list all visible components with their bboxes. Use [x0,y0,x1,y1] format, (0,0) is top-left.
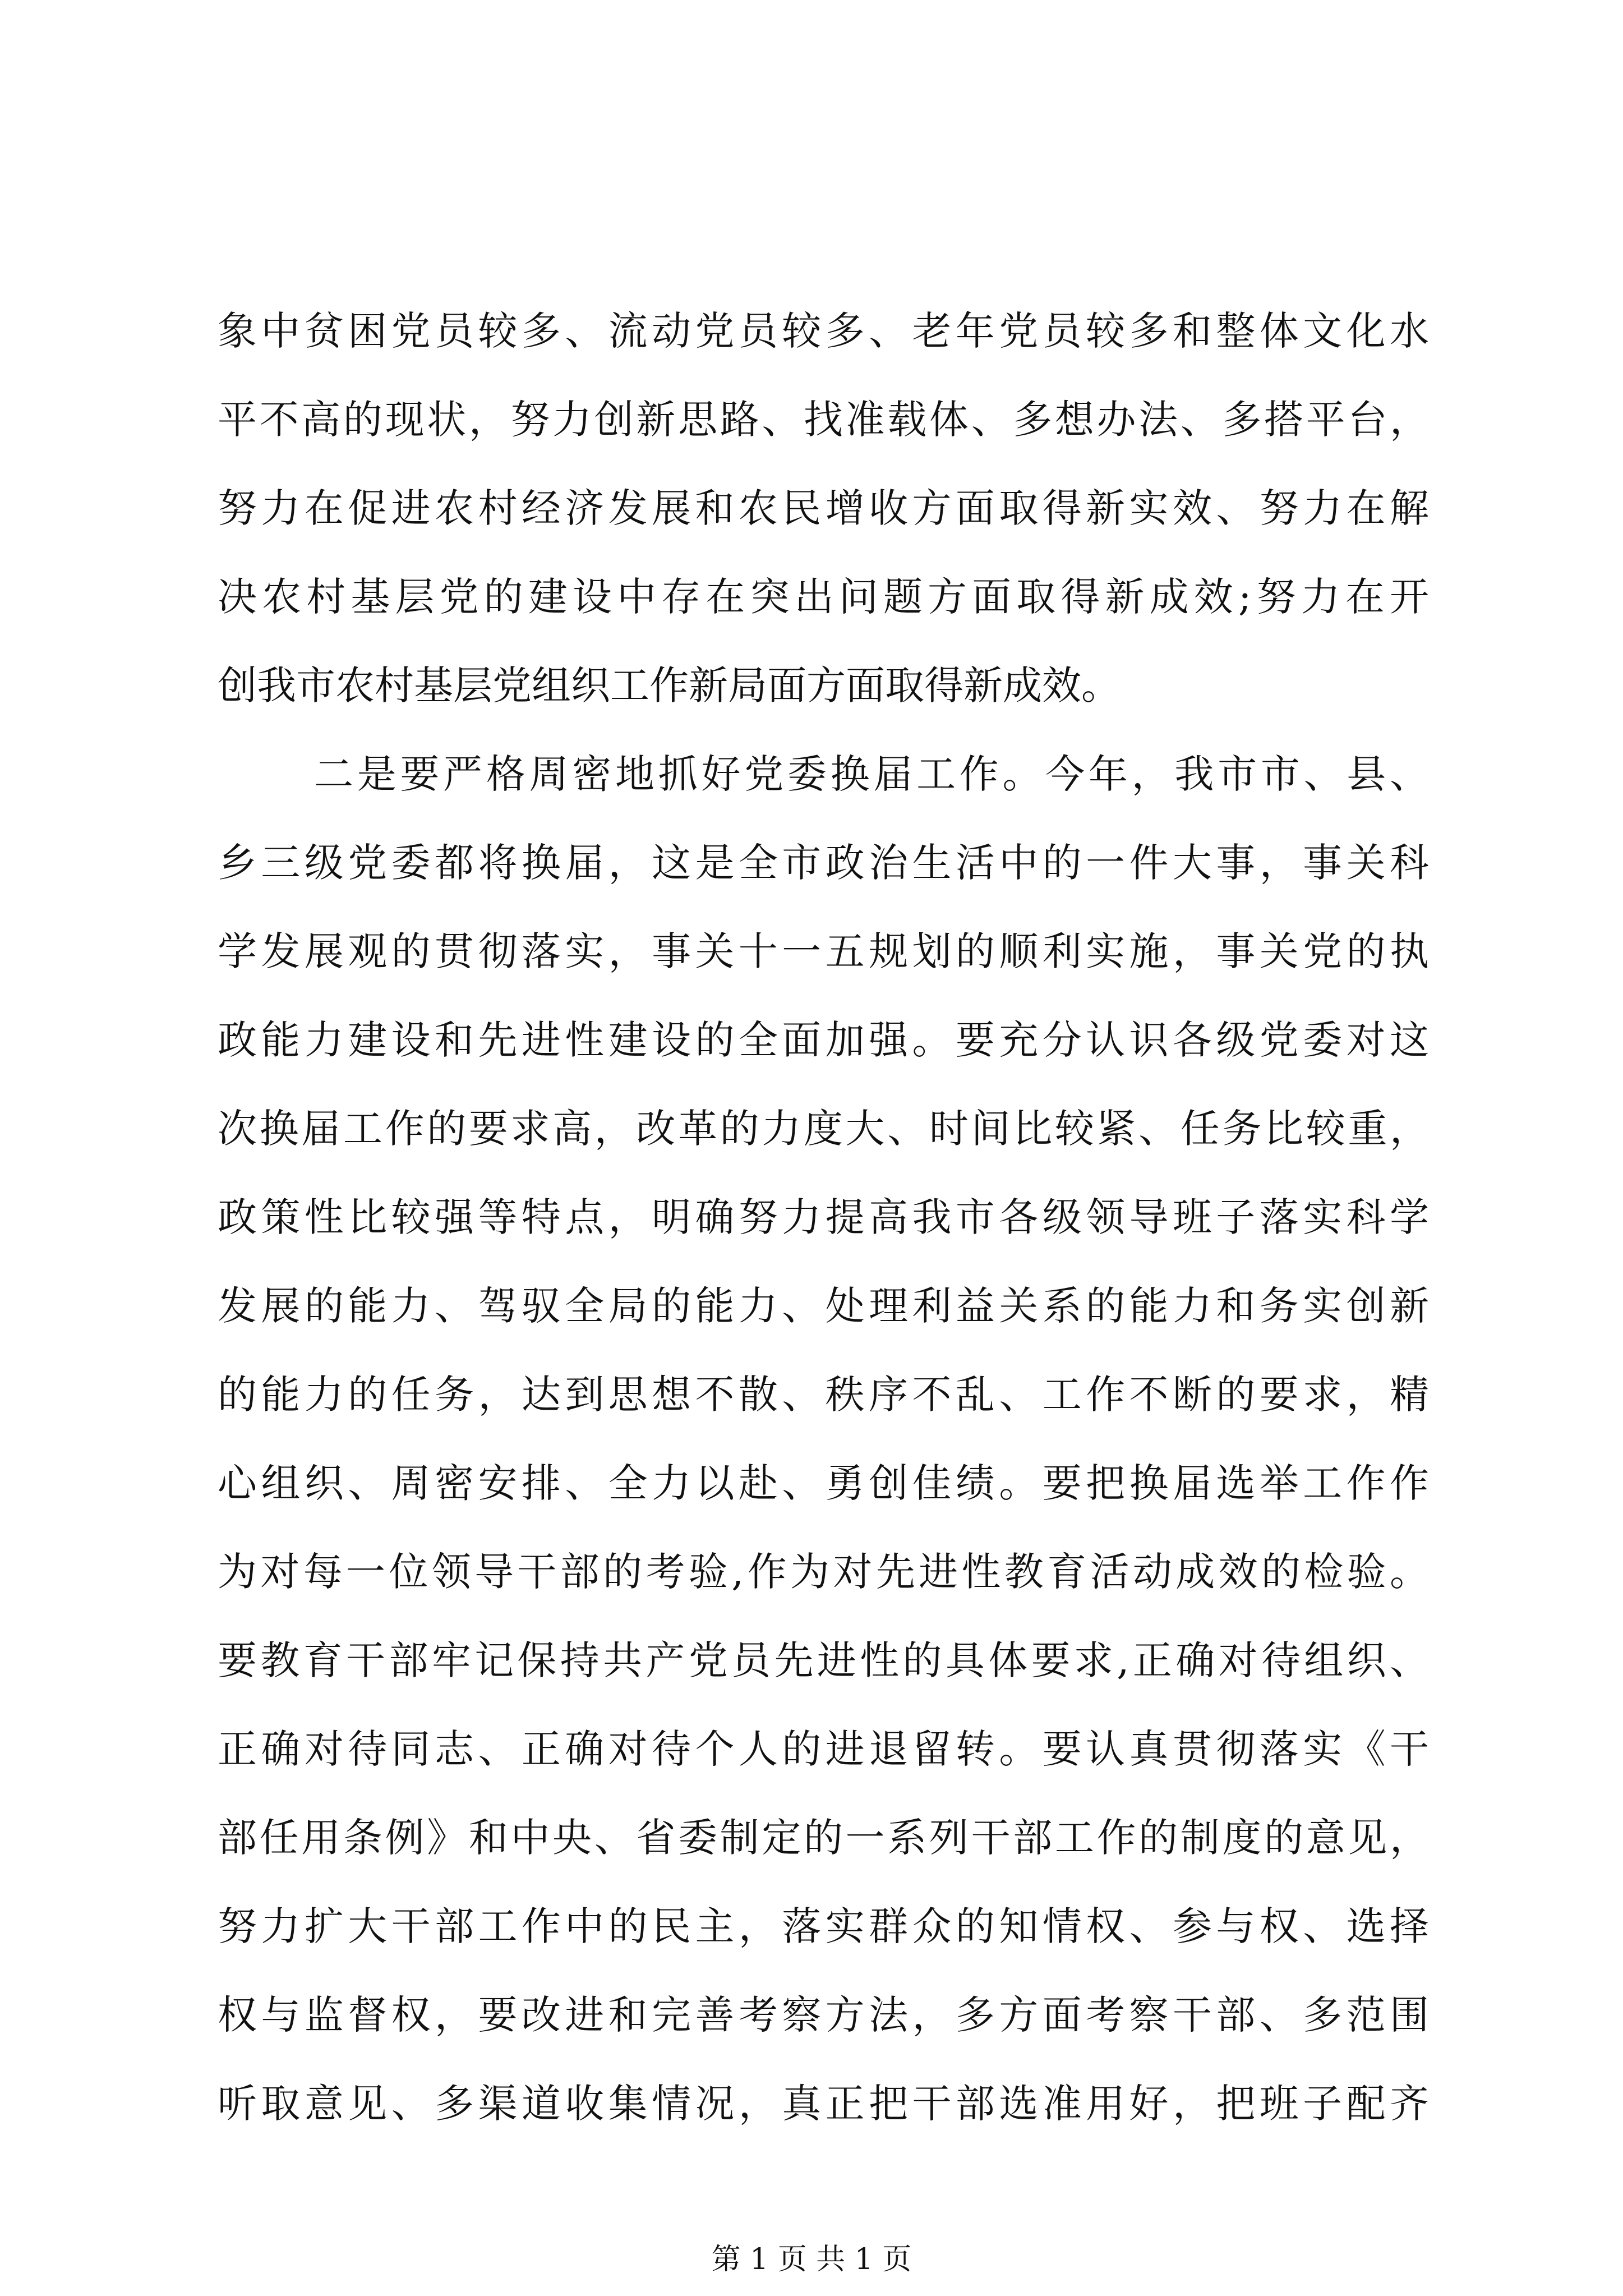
text-line-17: 正确对待同志、正确对待个人的进退留转。要认真贯彻落实《干 [218,1726,1429,1772]
text-line-20: 权与监督权，要改进和完善考察方法，多方面考察干部、多范围 [218,1992,1429,2038]
text-line-1: 象中贫困党员较多、流动党员较多、老年党员较多和整体文化水 [218,308,1429,354]
text-line-6: 二是要严格周密地抓好党委换届工作。今年，我市市、县、 [314,751,1429,797]
text-line-8: 学发展观的贯彻落实，事关十一五规划的顺利实施，事关党的执 [218,928,1429,974]
text-line-9: 政能力建设和先进性建设的全面加强。要充分认识各级党委对这 [218,1017,1429,1063]
text-line-5: 创我市农村基层党组织工作新局面方面取得新成效。 [218,662,1121,708]
text-line-21: 听取意见、多渠道收集情况，真正把干部选准用好，把班子配齐 [218,2081,1429,2127]
text-line-2: 平不高的现状，努力创新思路、找准载体、多想办法、多搭平台， [218,397,1429,443]
text-line-10: 次换届工作的要求高，改革的力度大、时间比较紧、任务比较重， [218,1106,1429,1152]
text-line-4: 决农村基层党的建设中存在突出问题方面取得新成效;努力在开 [218,574,1429,620]
text-line-19: 努力扩大干部工作中的民主，落实群众的知情权、参与权、选择 [218,1903,1429,1949]
text-line-12: 发展的能力、驾驭全局的能力、处理利益关系的能力和务实创新 [218,1283,1429,1329]
text-line-7: 乡三级党委都将换届，这是全市政治生活中的一件大事，事关科 [218,840,1429,886]
text-line-15: 为对每一位领导干部的考验,作为对先进性教育活动成效的检验。 [218,1549,1429,1595]
text-line-16: 要教育干部牢记保持共产党员先进性的具体要求,正确对待组织、 [218,1637,1429,1683]
page-footer: 第 1 页 共 1 页 [711,2243,912,2276]
text-line-14: 心组织、周密安排、全力以赴、勇创佳绩。要把换届选举工作作 [218,1460,1429,1506]
text-line-18: 部任用条例》和中央、省委制定的一系列干部工作的制度的意见， [218,1815,1429,1861]
text-line-3: 努力在促进农村经济发展和农民增收方面取得新实效、努力在解 [218,485,1429,531]
text-line-11: 政策性比较强等特点，明确努力提高我市各级领导班子落实科学 [218,1194,1429,1240]
text-line-13: 的能力的任务，达到思想不散、秩序不乱、工作不断的要求，精 [218,1372,1429,1418]
